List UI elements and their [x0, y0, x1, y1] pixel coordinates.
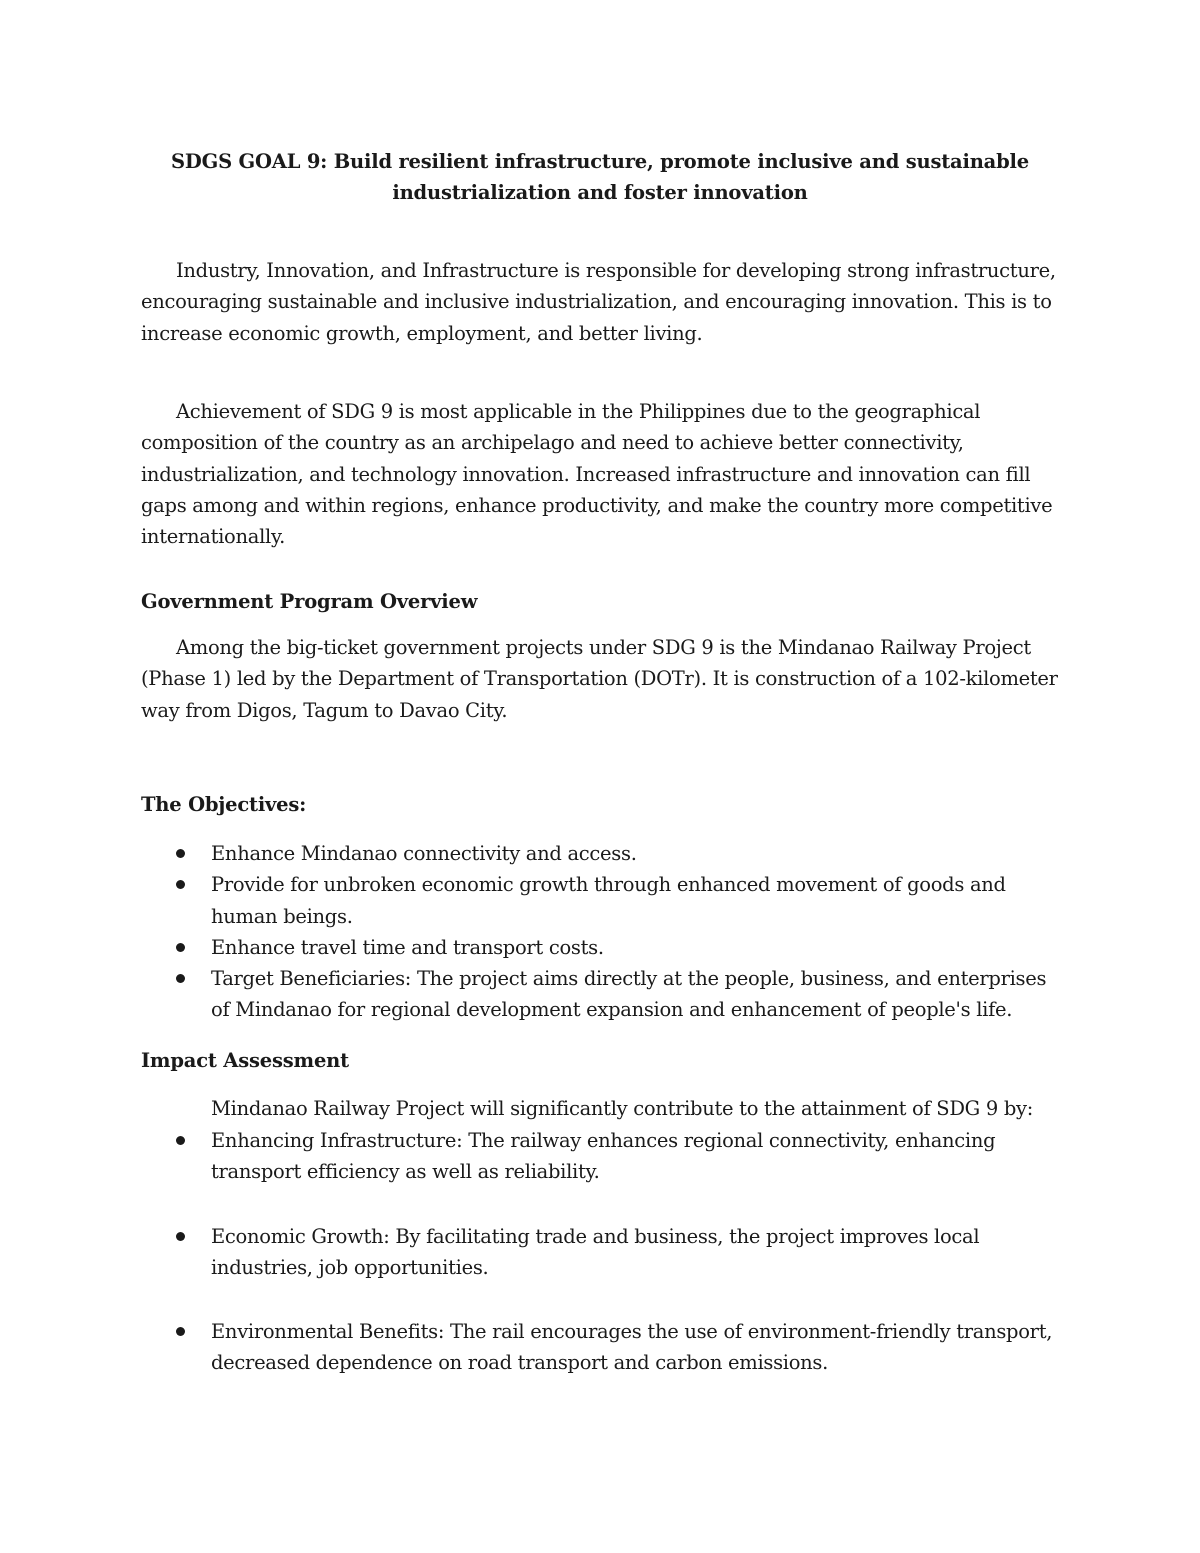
- impact-text: Enhancing Infrastructure: The railway enhances regional connectivity, enhancing transport efficiency as well as reliability.: [211, 1129, 996, 1184]
- objectives-list: [141, 838, 1066, 1026]
- list-item: [141, 963, 1066, 1026]
- achievement-paragraph: Achievement of SDG 9 is most applicable in the Philippines due to the geographical composition of the country as an archipelago and need to achieve better connectivity, industrialization, and technology innovation. Increased infrastructure and innovation can fill gaps among and within regions, enhance productivity, and make the country more competitive internationally.: [141, 400, 1053, 549]
- impact-text: Economic Growth: By facilitating trade and business, the project improves local industries, job opportunities.: [211, 1224, 980, 1279]
- program-paragraph: Among the big-ticket government projects under SDG 9 is the Mindanao Railway Project (Phase 1) led by the Department of Transportation (DOTr). It is construction of a 102-kilometer way from Digos, Tagum to Davao City.: [141, 636, 1058, 722]
- bullet-icon: [176, 849, 185, 858]
- impact-text: Environmental Benefits: The rail encourages the use of environment-friendly transport, decreased dependence on road transport and carbon emissions.: [211, 1320, 1053, 1375]
- list-item: [141, 1221, 1066, 1284]
- list-item: [141, 1125, 1066, 1188]
- impact-list: [141, 1125, 1066, 1379]
- bullet-icon: [176, 1327, 185, 1336]
- objective-text: Target Beneficiaries: The project aims directly at the people, business, and enterprises of Mindanao for regional development expansion and enhancement of people's life.: [211, 967, 1047, 1022]
- list-item: [141, 838, 1066, 869]
- title-line-2: industrialization and foster innovation: [392, 181, 808, 204]
- title-line-1: SDGS GOAL 9: Build resilient infrastructure, promote inclusive and sustainable: [171, 150, 1029, 173]
- list-item: [141, 869, 1066, 932]
- bullet-icon: [176, 880, 185, 889]
- impact-heading: Impact Assessment: [141, 1049, 349, 1072]
- list-item: [141, 1316, 1066, 1379]
- objective-text: Provide for unbroken economic growth through enhanced movement of goods and human beings.: [211, 873, 1006, 928]
- bullet-icon: [176, 1136, 185, 1145]
- impact-intro: Mindanao Railway Project will significantly contribute to the attainment of SDG 9 by:: [211, 1097, 1034, 1120]
- bullet-icon: [176, 943, 185, 952]
- program-heading: Government Program Overview: [141, 590, 478, 613]
- intro-paragraph: Industry, Innovation, and Infrastructure is responsible for developing strong infrastructure, encouraging sustainable and inclusive industrialization, and encouraging innovation. This is to increase economic growth, employment, and better living.: [141, 259, 1056, 345]
- objectives-heading: The Objectives:: [141, 793, 307, 816]
- list-item: [141, 932, 1066, 963]
- document-title: [140, 146, 1060, 208]
- objective-text: Enhance travel time and transport costs.: [211, 935, 604, 959]
- objective-text: Enhance Mindanao connectivity and access.: [211, 842, 637, 865]
- bullet-icon: [176, 974, 185, 983]
- bullet-icon: [176, 1232, 185, 1241]
